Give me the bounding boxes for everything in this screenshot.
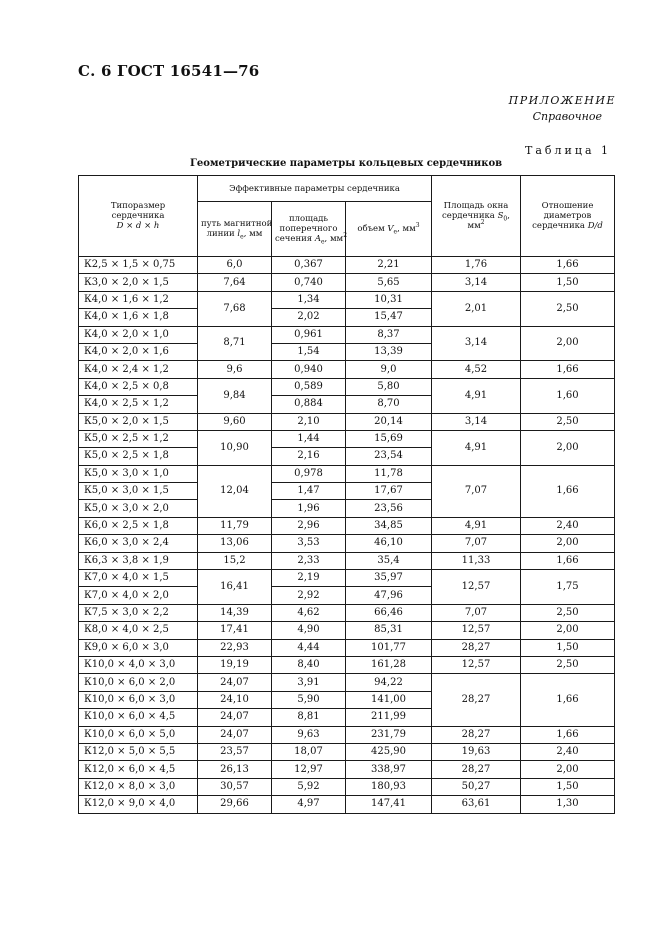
table-row <box>79 552 615 569</box>
cell-window: 3,14 <box>432 274 521 291</box>
header-effective-group: Эффективные параметры сердечника <box>198 176 432 202</box>
cell-path: 15,2 <box>198 552 272 569</box>
cell-area: 0,367 <box>272 257 346 274</box>
cell-volume: 66,46 <box>346 604 432 621</box>
cell-path: 9,60 <box>198 413 272 430</box>
cell-area: 1,47 <box>272 483 346 500</box>
table-row <box>79 778 615 795</box>
cell-ratio: 1,30 <box>521 796 615 813</box>
table-row <box>79 430 615 447</box>
cell-volume: 85,31 <box>346 622 432 639</box>
cell-window: 3,14 <box>432 326 521 361</box>
cell-window: 4,52 <box>432 361 521 378</box>
cell-size: К12,0 × 5,0 × 5,5 <box>79 743 198 760</box>
cell-area: 2,10 <box>272 413 346 430</box>
table-row <box>79 674 615 691</box>
cell-area: 0,884 <box>272 396 346 413</box>
cell-size: К5,0 × 3,0 × 1,0 <box>79 465 198 482</box>
cell-window: 12,57 <box>432 656 521 673</box>
cell-area: 1,44 <box>272 430 346 447</box>
cell-size: К5,0 × 2,5 × 1,8 <box>79 448 198 465</box>
cell-area: 2,16 <box>272 448 346 465</box>
cell-ratio: 1,66 <box>521 552 615 569</box>
cell-window: 4,91 <box>432 378 521 413</box>
cell-ratio: 2,50 <box>521 291 615 326</box>
cell-area: 0,589 <box>272 378 346 395</box>
cell-path: 29,66 <box>198 796 272 813</box>
cell-volume: 46,10 <box>346 535 432 552</box>
cell-window: 28,27 <box>432 639 521 656</box>
cell-volume: 15,47 <box>346 309 432 326</box>
table-caption: Геометрические параметры кольцевых сердечников <box>189 158 503 169</box>
cell-window: 7,07 <box>432 465 521 517</box>
cell-path: 9,6 <box>198 361 272 378</box>
cell-ratio: 1,66 <box>521 726 615 743</box>
header-path-length: путь магнитной линии $l_e$, мм <box>198 202 272 257</box>
cell-ratio: 1,66 <box>521 465 615 517</box>
cell-area: 3,91 <box>272 674 346 691</box>
cell-volume: 161,28 <box>346 656 432 673</box>
cell-size: К5,0 × 3,0 × 2,0 <box>79 500 198 517</box>
cell-ratio: 2,00 <box>521 761 615 778</box>
cell-window: 4,91 <box>432 517 521 534</box>
cell-volume: 141,00 <box>346 691 432 708</box>
table-header <box>79 176 615 257</box>
cell-size: К12,0 × 8,0 × 3,0 <box>79 778 198 795</box>
table-row <box>79 656 615 673</box>
cell-ratio: 1,75 <box>521 570 615 605</box>
cell-size: К10,0 × 6,0 × 2,0 <box>79 674 198 691</box>
cell-area: 3,53 <box>272 535 346 552</box>
cell-area: 1,96 <box>272 500 346 517</box>
cell-path: 24,07 <box>198 674 272 691</box>
cell-volume: 5,80 <box>346 378 432 395</box>
appendix-label <box>509 93 616 125</box>
cell-volume: 180,93 <box>346 778 432 795</box>
header-volume: объем $V_e$, $мм^3$ <box>346 202 432 257</box>
cell-volume: 8,70 <box>346 396 432 413</box>
cell-window: 4,91 <box>432 430 521 465</box>
table-row <box>79 726 615 743</box>
cell-window: 3,14 <box>432 413 521 430</box>
cell-ratio: 1,50 <box>521 274 615 291</box>
cell-size: К8,0 × 4,0 × 2,5 <box>79 622 198 639</box>
cell-size: К5,0 × 3,0 × 1,5 <box>79 483 198 500</box>
cell-volume: 20,14 <box>346 413 432 430</box>
cell-ratio: 2,50 <box>521 604 615 621</box>
table-number: Таблица 1 <box>525 144 611 157</box>
cell-path: 24,07 <box>198 709 272 726</box>
cell-path: 24,10 <box>198 691 272 708</box>
cell-path: 24,07 <box>198 726 272 743</box>
cell-area: 8,81 <box>272 709 346 726</box>
cell-area: 4,97 <box>272 796 346 813</box>
table-row <box>79 361 615 378</box>
cell-size: К7,5 × 3,0 × 2,2 <box>79 604 198 621</box>
table-row <box>79 743 615 760</box>
cell-ratio: 1,50 <box>521 639 615 656</box>
cell-area: 2,19 <box>272 570 346 587</box>
cell-size: К4,0 × 2,0 × 1,6 <box>79 343 198 360</box>
cell-window: 28,27 <box>432 726 521 743</box>
cell-area: 0,940 <box>272 361 346 378</box>
appendix-subtitle: Справочное <box>532 110 602 123</box>
cell-area: 2,33 <box>272 552 346 569</box>
cell-ratio: 2,50 <box>521 656 615 673</box>
cell-area: 8,40 <box>272 656 346 673</box>
cell-path: 12,04 <box>198 465 272 517</box>
cell-volume: 9,0 <box>346 361 432 378</box>
cell-ratio: 2,00 <box>521 326 615 361</box>
cell-size: К4,0 × 2,4 × 1,2 <box>79 361 198 378</box>
cell-path: 17,41 <box>198 622 272 639</box>
cell-path: 13,06 <box>198 535 272 552</box>
table-row <box>79 274 615 291</box>
cell-ratio: 2,50 <box>521 413 615 430</box>
cell-window: 12,57 <box>432 570 521 605</box>
table-row <box>79 622 615 639</box>
cell-volume: 10,31 <box>346 291 432 308</box>
cell-area: 5,90 <box>272 691 346 708</box>
cell-path: 7,68 <box>198 291 272 326</box>
cell-ratio: 2,00 <box>521 622 615 639</box>
cell-ratio: 1,60 <box>521 378 615 413</box>
cell-path: 6,0 <box>198 257 272 274</box>
cell-window: 11,33 <box>432 552 521 569</box>
cell-size: К6,0 × 2,5 × 1,8 <box>79 517 198 534</box>
cell-size: К10,0 × 4,0 × 3,0 <box>79 656 198 673</box>
cell-area: 1,54 <box>272 343 346 360</box>
cell-volume: 35,97 <box>346 570 432 587</box>
cell-volume: 5,65 <box>346 274 432 291</box>
cell-size: К4,0 × 2,5 × 1,2 <box>79 396 198 413</box>
cell-size: К7,0 × 4,0 × 2,0 <box>79 587 198 604</box>
cell-area: 5,92 <box>272 778 346 795</box>
cell-ratio: 1,66 <box>521 361 615 378</box>
cell-size: К10,0 × 6,0 × 4,5 <box>79 709 198 726</box>
cell-area: 9,63 <box>272 726 346 743</box>
header-size: Типоразмер сердечника D × d × h <box>79 176 198 257</box>
cell-window: 50,27 <box>432 778 521 795</box>
table-row <box>79 761 615 778</box>
cell-area: 2,02 <box>272 309 346 326</box>
cell-path: 26,13 <box>198 761 272 778</box>
cell-area: 2,96 <box>272 517 346 534</box>
cell-size: К6,3 × 3,8 × 1,9 <box>79 552 198 569</box>
cell-size: К9,0 × 6,0 × 3,0 <box>79 639 198 656</box>
cell-path: 14,39 <box>198 604 272 621</box>
cell-path: 23,57 <box>198 743 272 760</box>
table-row <box>79 796 615 813</box>
cell-window: 28,27 <box>432 674 521 726</box>
cell-size: К7,0 × 4,0 × 1,5 <box>79 570 198 587</box>
table-row <box>79 535 615 552</box>
cell-size: К3,0 × 2,0 × 1,5 <box>79 274 198 291</box>
cell-size: К10,0 × 6,0 × 3,0 <box>79 691 198 708</box>
cell-size: К12,0 × 6,0 × 4,5 <box>79 761 198 778</box>
cell-area: 18,07 <box>272 743 346 760</box>
cell-volume: 231,79 <box>346 726 432 743</box>
cell-path: 9,84 <box>198 378 272 413</box>
cell-ratio: 1,66 <box>521 674 615 726</box>
cell-area: 0,740 <box>272 274 346 291</box>
table-row <box>79 517 615 534</box>
cell-area: 0,961 <box>272 326 346 343</box>
table-row <box>79 465 615 482</box>
cell-volume: 211,99 <box>346 709 432 726</box>
header-cross-section: площадь поперечного сечения $A_e$, $мм^2$ <box>272 202 346 257</box>
header-window-area: Площадь окна сердечника $S_0$, $мм^2$ <box>432 176 521 257</box>
cell-volume: 101,77 <box>346 639 432 656</box>
cell-volume: 425,90 <box>346 743 432 760</box>
cell-size: К12,0 × 9,0 × 4,0 <box>79 796 198 813</box>
cell-size: К4,0 × 2,0 × 1,0 <box>79 326 198 343</box>
cell-area: 4,62 <box>272 604 346 621</box>
cell-path: 11,79 <box>198 517 272 534</box>
table-row <box>79 326 615 343</box>
cell-ratio: 2,00 <box>521 535 615 552</box>
cell-volume: 147,41 <box>346 796 432 813</box>
cell-window: 28,27 <box>432 761 521 778</box>
cell-size: К5,0 × 2,0 × 1,5 <box>79 413 198 430</box>
cell-size: К4,0 × 2,5 × 0,8 <box>79 378 198 395</box>
cell-size: К5,0 × 2,5 × 1,2 <box>79 430 198 447</box>
cell-size: К4,0 × 1,6 × 1,2 <box>79 291 198 308</box>
cell-volume: 338,97 <box>346 761 432 778</box>
cell-area: 0,978 <box>272 465 346 482</box>
cell-ratio: 2,40 <box>521 743 615 760</box>
cell-path: 30,57 <box>198 778 272 795</box>
cell-window: 19,63 <box>432 743 521 760</box>
cell-area: 1,34 <box>272 291 346 308</box>
cell-window: 12,57 <box>432 622 521 639</box>
cell-ratio: 2,40 <box>521 517 615 534</box>
cell-volume: 94,22 <box>346 674 432 691</box>
cell-window: 63,61 <box>432 796 521 813</box>
cell-path: 10,90 <box>198 430 272 465</box>
cell-path: 8,71 <box>198 326 272 361</box>
cell-volume: 47,96 <box>346 587 432 604</box>
cell-window: 1,76 <box>432 257 521 274</box>
cell-volume: 8,37 <box>346 326 432 343</box>
cell-area: 4,44 <box>272 639 346 656</box>
table-row <box>79 257 615 274</box>
table-row <box>79 378 615 395</box>
cell-area: 4,90 <box>272 622 346 639</box>
cell-window: 2,01 <box>432 291 521 326</box>
cell-path: 19,19 <box>198 656 272 673</box>
cell-volume: 13,39 <box>346 343 432 360</box>
cell-ratio: 1,66 <box>521 257 615 274</box>
table-row <box>79 413 615 430</box>
cell-path: 16,41 <box>198 570 272 605</box>
cell-volume: 11,78 <box>346 465 432 482</box>
cell-ratio: 2,00 <box>521 430 615 465</box>
cell-ratio: 1,50 <box>521 778 615 795</box>
cell-path: 7,64 <box>198 274 272 291</box>
cell-area: 2,92 <box>272 587 346 604</box>
cell-path: 22,93 <box>198 639 272 656</box>
cell-volume: 23,54 <box>346 448 432 465</box>
cell-window: 7,07 <box>432 535 521 552</box>
header-diameter-ratio: Отношение диаметров сердечника D/d <box>521 176 615 257</box>
cell-volume: 34,85 <box>346 517 432 534</box>
cell-volume: 23,56 <box>346 500 432 517</box>
cell-size: К2,5 × 1,5 × 0,75 <box>79 257 198 274</box>
cell-volume: 2,21 <box>346 257 432 274</box>
cell-size: К10,0 × 6,0 × 5,0 <box>79 726 198 743</box>
table-row <box>79 639 615 656</box>
cell-size: К6,0 × 3,0 × 2,4 <box>79 535 198 552</box>
cell-volume: 35,4 <box>346 552 432 569</box>
table-body <box>79 257 615 814</box>
table-row <box>79 291 615 308</box>
cell-size: К4,0 × 1,6 × 1,8 <box>79 309 198 326</box>
appendix-title: ПРИЛОЖЕНИЕ <box>508 94 616 107</box>
table-row <box>79 604 615 621</box>
cell-volume: 17,67 <box>346 483 432 500</box>
table-row <box>79 570 615 587</box>
core-parameters-table <box>78 175 615 814</box>
page-header: С. 6 ГОСТ 16541—76 <box>78 62 260 80</box>
cell-window: 7,07 <box>432 604 521 621</box>
cell-volume: 15,69 <box>346 430 432 447</box>
cell-area: 12,97 <box>272 761 346 778</box>
